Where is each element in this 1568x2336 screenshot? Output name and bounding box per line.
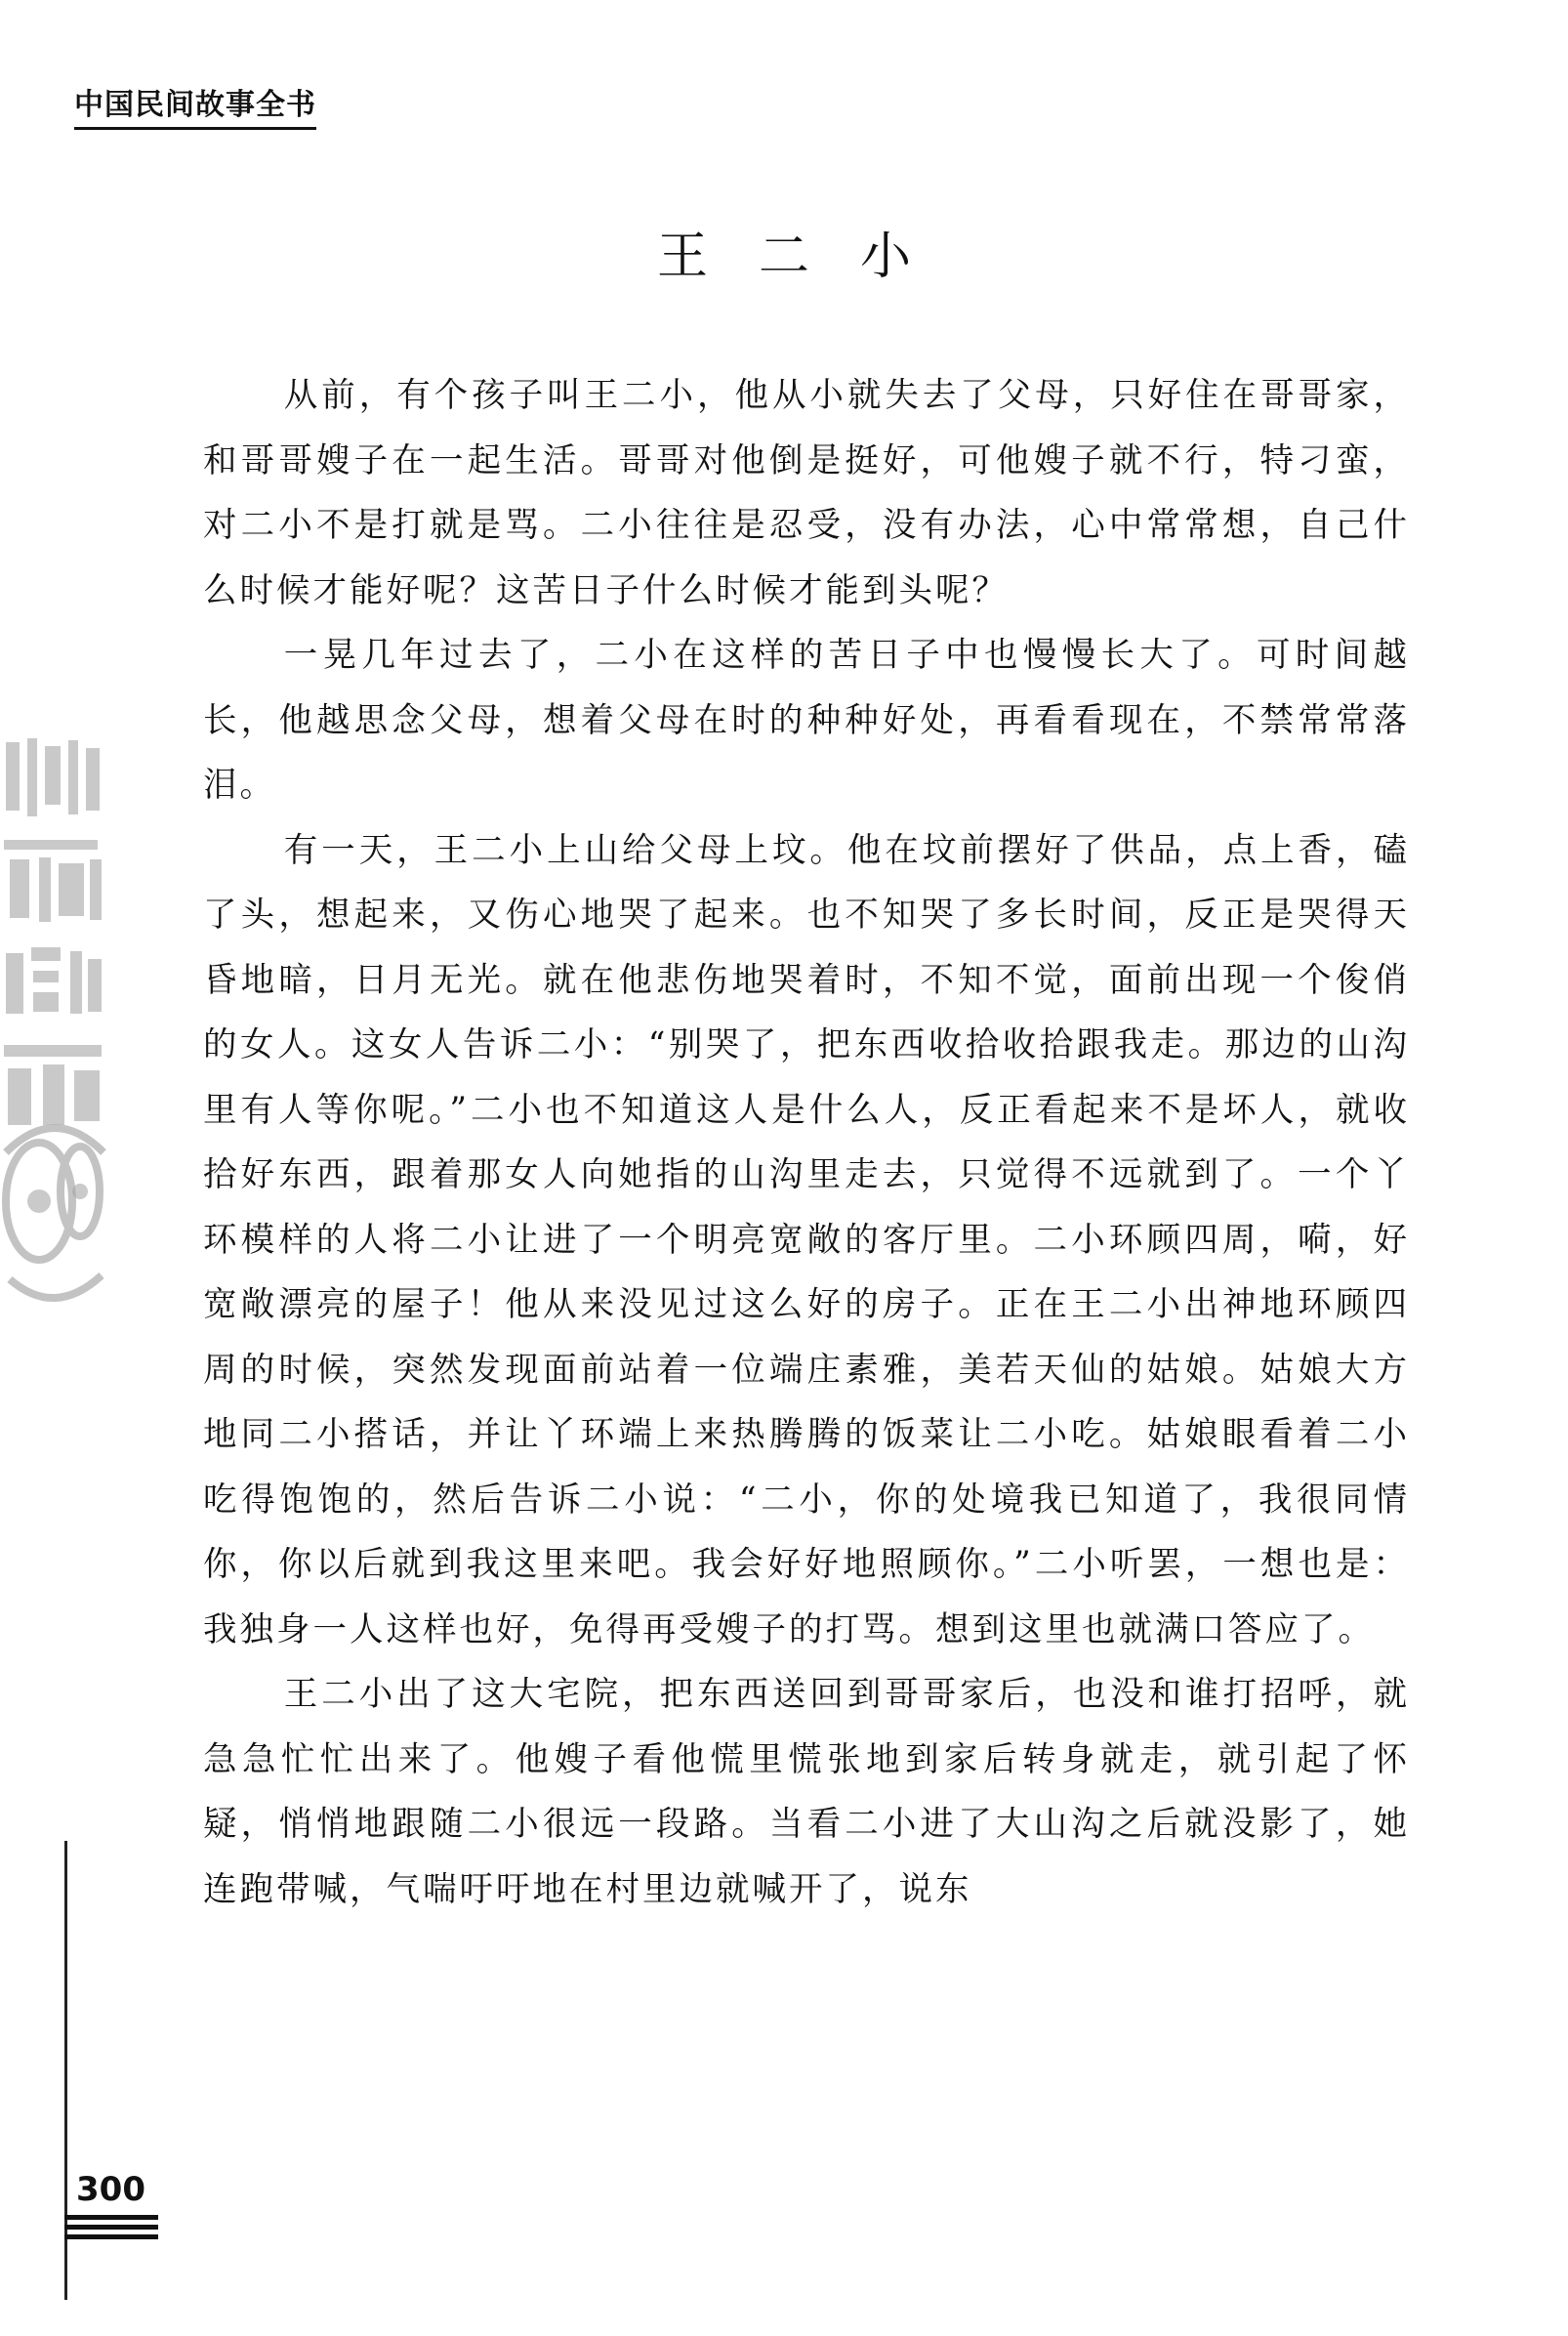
paragraph: 一晃几年过去了，二小在这样的苦日子中也慢慢长大了。可时间越长，他越思念父母，想着父母在时的种种好处，再看看现在，不禁常常落泪。 — [203, 636, 1410, 805]
page-number-rule — [64, 2215, 158, 2220]
page-number: 300 — [76, 2170, 145, 2209]
chapter-title: 王二小 — [656, 228, 962, 286]
page-number-rule — [64, 2234, 158, 2239]
margin-rule — [64, 1841, 67, 2300]
story-body — [203, 363, 1410, 1922]
book-series-title: 中国民间故事全书 — [74, 88, 316, 130]
paragraph: 从前，有个孩子叫王二小，他从小就失去了父母，只好住在哥哥家，和哥哥嫂子在一起生活。哥哥对他倒是挺好，可他嫂子就不行，特刁蛮，对二小不是打就是骂。二小往往是忍受，没有办法，心中常常想，自己什么时候才能好呢？这苦日子什么时候才能到头呢？ — [203, 376, 1410, 610]
side-decoration — [0, 732, 109, 1318]
paragraph: 有一天，王二小上山给父母上坟。他在坟前摆好了供品，点上香，磕了头，想起来，又伤心地哭了起来。也不知哭了多长时间，反正是哭得天昏地暗，日月无光。就在他悲伤地哭着时，不知不觉，面前出现一个俊俏的女人。这女人告诉二小：“别哭了，把东西收拾收拾跟我走。那边的山沟里有人等你呢。”二小也不知道这人是什么人，反正看起来不是坏人，就收拾好东西，跟着那女人向她指的山沟里走去，只觉得不远就到了。一个丫环模样的人将二小让进了一个明亮宽敞的客厅里。二小环顾四周，嗬，好宽敞漂亮的屋子！他从来没见过这么好的房子。正在王二小出神地环顾四周的时候，突然发现面前站着一位端庄素雅，美若天仙的姑娘。姑娘大方地同二小搭话，并让丫环端上来热腾腾的饭菜让二小吃。姑娘眼看着二小吃得饱饱的，然后告诉二小说：“二小，你的处境我已知道了，我很同情你，你以后就到我这里来吧。我会好好地照顾你。”二小听罢，一想也是：我独身一人这样也好，免得再受嫂子的打骂。想到这里也就满口答应了。 — [203, 830, 1410, 1649]
paragraph: 王二小出了这大宅院，把东西送回到哥哥家后，也没和谁打招呼，就急急忙忙出来了。他嫂子看他慌里慌张地到家后转身就走，就引起了怀疑，悄悄地跟随二小很远一段路。当看二小进了大山沟之后就没影了，她连跑带喊，气喘吁吁地在村里边就喊开了，说东 — [203, 1675, 1410, 1909]
page-number-rule — [64, 2225, 158, 2230]
